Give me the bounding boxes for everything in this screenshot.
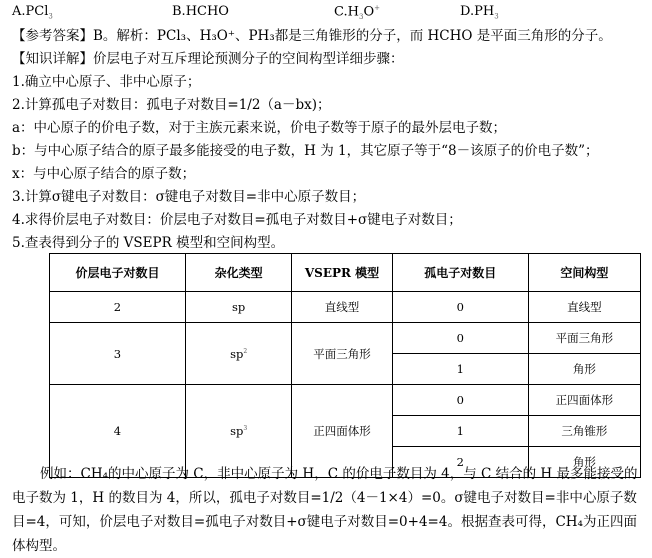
step-2: 2.计算孤电子对数目：孤电子对数目=1/2（a－bx)；: [12, 97, 331, 113]
header-lone-pairs: 孤电子对数目: [392, 254, 528, 292]
step-5: 5.查表得到分子的 VSEPR 模型和空间构型。: [12, 235, 285, 251]
option-a: A.PCl$_3$: [12, 4, 53, 21]
def-x: x：与中心原子结合的原子数；: [12, 166, 196, 182]
example-paragraph: 例如：CH₄的中心原子为 C，非中心原子为 H，C 的价电子数目为 4，与 C 结合的 H 最多能接受的电子数为 1，H 的数目为 4，所以，孤电子对数目=1/2（4－1×4）=0。σ键电子对数目=非中心原子数目=4，可知，价层电子对数目=孤电子对数目+σ键电子对数目=0+4=4。根据查表可得，CH₄为正四面体构型。: [12, 466, 638, 554]
header-vsepr: VSEPR 模型: [292, 254, 392, 292]
lone-pair-cell: 1: [392, 354, 528, 385]
step-4: 4.求得价层电子对数目：价层电子对数目=孤电子对数目+σ键电子对数目；: [12, 212, 462, 228]
step-3: 3.计算σ键电子对数目：σ键电子对数目=非中心原子数目；: [12, 189, 366, 205]
shape-cell: 直线型: [528, 292, 640, 323]
vsepr-cell: 平面三角形: [292, 323, 392, 385]
table-row: [50, 292, 641, 323]
shape-cell: 角形: [528, 354, 640, 385]
option-b: B.HCHO: [172, 4, 229, 19]
answer-line: 【参考答案】B。解析：PCl₃、H₃O⁺、PH₃都是三角锥形的分子，而 HCHO 是平面三角形的分子。: [12, 28, 612, 44]
step-1: 1.确立中心原子、非中心原子；: [12, 74, 201, 90]
table-row: [50, 385, 641, 416]
knowledge-heading: 【知识详解】价层电子对互斥理论预测分子的空间构型详细步骤：: [12, 51, 404, 67]
lone-pair-cell: 0: [392, 323, 528, 354]
lone-pair-cell: 0: [392, 292, 528, 323]
lone-pair-cell: 1: [392, 416, 528, 447]
vsepr-cell: 正四面体形: [292, 385, 392, 478]
option-d: $D.PH_3$: [460, 4, 499, 21]
pairs-cell: 3: [50, 323, 186, 385]
def-a: a：中心原子的价电子数，对于主族元素来说，价电子数等于原子的最外层电子数；: [12, 120, 507, 136]
shape-cell: 平面三角形: [528, 323, 640, 354]
pairs-cell: 2: [50, 292, 186, 323]
header-hybridization: 杂化类型: [185, 254, 291, 292]
hybridization-cell: $sp^2$: [185, 323, 291, 385]
def-b: b：与中心原子结合的原子最多能接受的电子数，H 为 1，其它原子等于“8－该原子的价电子数”；: [12, 143, 599, 159]
shape-cell: 角形: [528, 447, 640, 478]
pairs-cell: 4: [50, 385, 186, 478]
header-pairs: 价层电子对数目: [50, 254, 186, 292]
lone-pair-cell: 2: [392, 447, 528, 478]
vsepr-table: [49, 253, 641, 478]
option-c: $C.H_3O^+$: [334, 4, 380, 21]
lone-pair-cell: 0: [392, 385, 528, 416]
shape-cell: 三角锥形: [528, 416, 640, 447]
hybridization-cell: sp: [185, 292, 291, 323]
vsepr-cell: 直线型: [292, 292, 392, 323]
answer-options: [12, 4, 642, 22]
table-header-row: [50, 254, 641, 292]
shape-cell: 正四面体形: [528, 385, 640, 416]
header-shape: 空间构型: [528, 254, 640, 292]
hybridization-cell: $sp^3$: [185, 385, 291, 478]
table-row: [50, 323, 641, 354]
